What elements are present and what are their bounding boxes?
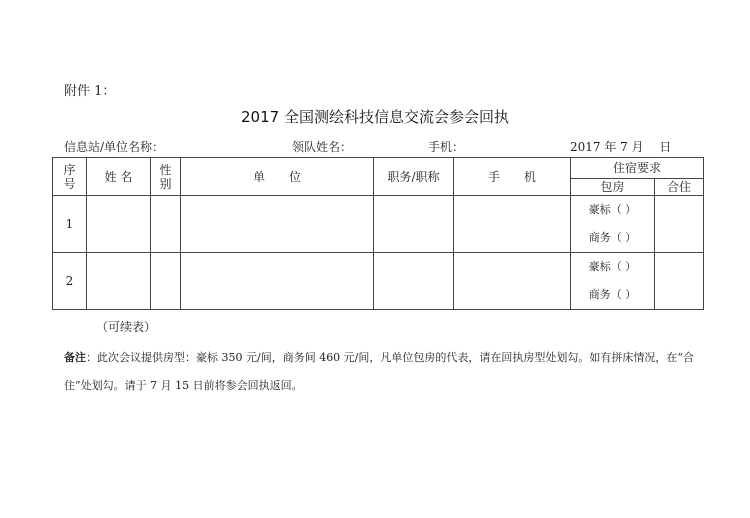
row-seq: 2 [53, 253, 87, 310]
header-mobile: 手 机 [454, 158, 571, 196]
room-option-standard[interactable]: 豪标（ ） [571, 196, 655, 224]
extend-table-note: （可续表） [96, 320, 157, 334]
unit-cell[interactable] [181, 253, 374, 310]
gender-cell[interactable] [151, 253, 181, 310]
name-cell[interactable] [87, 253, 151, 310]
remarks [64, 344, 704, 400]
gender-cell[interactable] [151, 196, 181, 253]
table-row [53, 253, 704, 281]
header-name: 姓 名 [87, 158, 151, 196]
header-whole-room: 包房 [571, 178, 655, 196]
room-option-standard[interactable]: 豪标（ ） [571, 253, 655, 281]
mobile-cell[interactable] [454, 253, 571, 310]
header-shared: 合住 [655, 178, 704, 196]
station-name-label: 信息站/单位名称： [64, 140, 165, 154]
registration-table [52, 157, 704, 310]
header-gender: 性别 [151, 158, 181, 196]
leader-name-label: 领队姓名： [292, 140, 353, 154]
remarks-label: 备注 [64, 351, 86, 364]
row-seq: 1 [53, 196, 87, 253]
table-row [53, 196, 704, 224]
header-unit: 单 位 [181, 158, 374, 196]
room-option-business[interactable]: 商务（ ） [571, 224, 655, 252]
unit-cell[interactable] [181, 196, 374, 253]
shared-cell[interactable] [655, 196, 704, 253]
title-cell[interactable] [374, 196, 454, 253]
shared-cell[interactable] [655, 253, 704, 310]
page-title: 2017 全国测绘科技信息交流会参会回执 [241, 108, 509, 126]
header-lodging: 住宿要求 [571, 158, 704, 179]
room-option-business[interactable]: 商务（ ） [571, 281, 655, 309]
mobile-cell[interactable] [454, 196, 571, 253]
remarks-text: ：此次会议提供房型：豪标 350 元/间，商务间 460 元/间，凡单位包房的代表，请在回执房型处划勾。如有拼床情况，在“合住”处划勾。请于 7 月 15 日前将参会回执返回。 [64, 351, 695, 392]
attachment-label: 附件 1： [64, 84, 116, 99]
name-cell[interactable] [87, 196, 151, 253]
header-seq: 序号 [53, 158, 87, 196]
date-label: 2017 年 7 月 日 [570, 140, 672, 154]
header-title: 职务/职称 [374, 158, 454, 196]
phone-label: 手机： [428, 140, 465, 154]
title-cell[interactable] [374, 253, 454, 310]
